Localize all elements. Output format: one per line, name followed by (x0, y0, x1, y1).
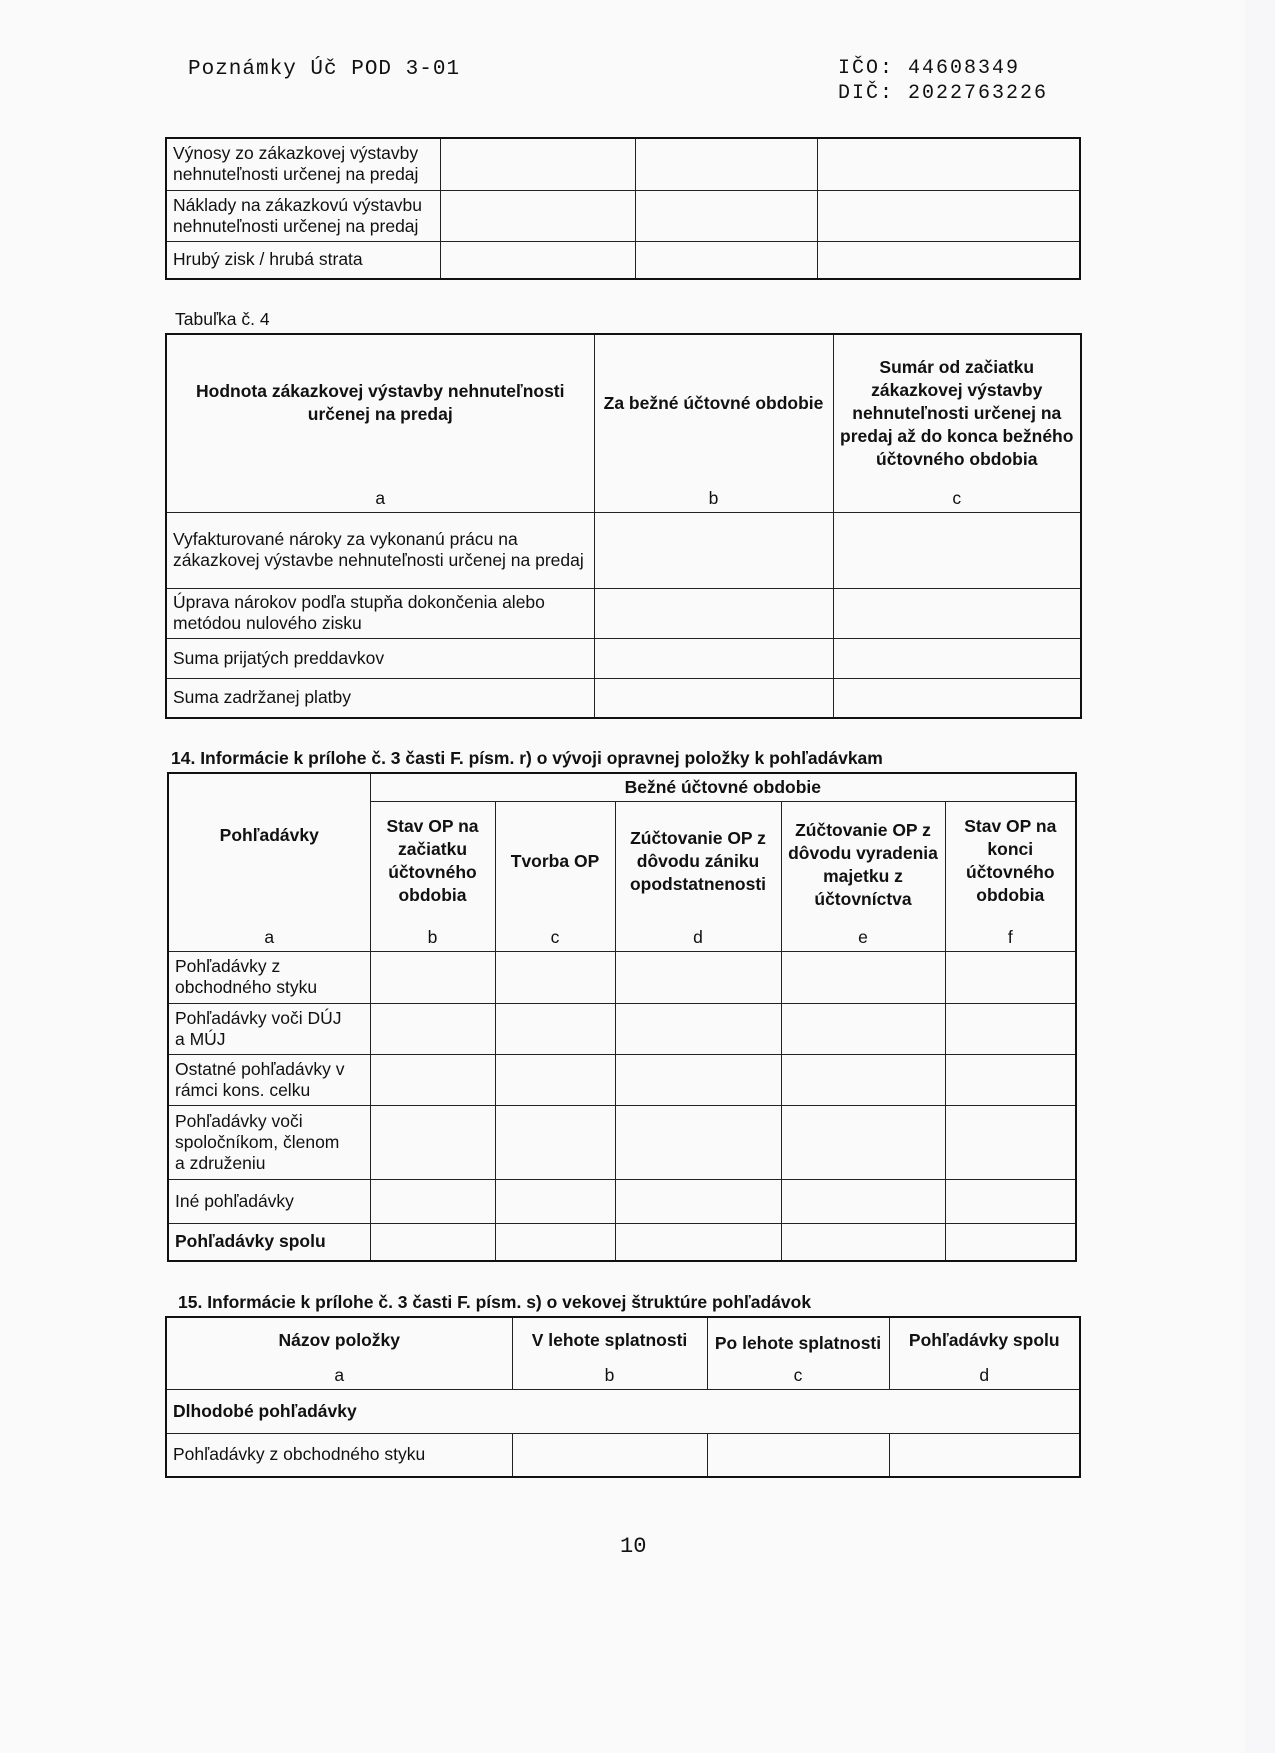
table-row (168, 1179, 1076, 1223)
column-letter: c (550, 926, 560, 947)
value-cell[interactable] (594, 512, 833, 588)
column-header-label: Za bežné účtovné obdobie (603, 392, 824, 413)
value-cell[interactable] (945, 1003, 1076, 1054)
value-cell[interactable] (594, 638, 833, 678)
page-number: 10 (620, 1534, 647, 1559)
value-cell[interactable] (440, 138, 635, 190)
value-cell[interactable] (495, 1179, 615, 1223)
value-cell[interactable] (635, 241, 817, 279)
table-header-row (166, 1317, 1080, 1389)
value-cell[interactable] (370, 1105, 495, 1179)
row-label: Úprava nárokov podľa stupňa dokončenia alebo metódou nulového zisku (166, 588, 594, 638)
value-cell[interactable] (781, 1179, 945, 1223)
value-cell[interactable] (817, 241, 1080, 279)
column-header-label: Pohľadávky (219, 824, 319, 845)
value-cell[interactable] (945, 951, 1076, 1003)
value-cell[interactable] (615, 1003, 781, 1054)
value-cell[interactable] (615, 951, 781, 1003)
value-cell[interactable] (495, 951, 615, 1003)
column-header-label: Pohľadávky spolu (908, 1329, 1060, 1350)
table-row (166, 138, 1080, 190)
column-header-label: Sumár od začiatku zákazkovej výstavby nehnuteľnosti určenej na predaj až do konca bežného účtovného obdobia (840, 356, 1074, 469)
column-header-label: Tvorba OP (510, 850, 600, 871)
table-header-row (166, 334, 1081, 512)
value-cell[interactable] (512, 1433, 707, 1477)
table-total-row (168, 1223, 1076, 1261)
row-label: Suma prijatých preddavkov (166, 638, 594, 678)
table-4-caption: Tabuľka č. 4 (175, 309, 270, 329)
value-cell[interactable] (615, 1105, 781, 1179)
column-header (833, 334, 1081, 512)
section-15-title: 15. Informácie k prílohe č. 3 časti F. písm. s) o vekovej štruktúre pohľadávok (178, 1292, 812, 1312)
column-letter: b (427, 926, 438, 947)
row-label: Pohľadávky voči DÚJ a MÚJ (168, 1003, 370, 1054)
column-letter: f (1007, 926, 1013, 947)
table-row (166, 190, 1080, 241)
value-cell[interactable] (370, 1003, 495, 1054)
column-letter: d (693, 926, 703, 947)
value-cell[interactable] (370, 1054, 495, 1105)
row-label: Pohľadávky voči spoločníkom, členom a združeniu (168, 1105, 370, 1179)
value-cell[interactable] (833, 638, 1081, 678)
column-letter: c (793, 1364, 803, 1385)
total-label: Pohľadávky spolu (168, 1223, 370, 1261)
column-header (166, 1317, 512, 1389)
value-cell[interactable] (615, 1179, 781, 1223)
column-header (168, 773, 370, 951)
value-cell[interactable] (945, 1105, 1076, 1179)
column-header-label: Názov položky (278, 1329, 401, 1350)
table-row (168, 1003, 1076, 1054)
table-header-row (168, 773, 1076, 801)
table-row (168, 1054, 1076, 1105)
column-header (370, 801, 495, 951)
column-header-label: Zúčtovanie OP z dôvodu zániku opodstatnenosti (629, 827, 767, 894)
value-cell[interactable] (781, 1003, 945, 1054)
column-letter: a (375, 487, 386, 508)
column-header (495, 801, 615, 951)
row-label: Iné pohľadávky (168, 1179, 370, 1223)
value-cell[interactable] (781, 951, 945, 1003)
table-row (166, 512, 1081, 588)
table-row (166, 678, 1081, 718)
column-header (512, 1317, 707, 1389)
column-header (615, 801, 781, 951)
value-cell[interactable] (370, 1179, 495, 1223)
value-cell[interactable] (495, 1223, 615, 1261)
value-cell[interactable] (440, 241, 635, 279)
column-letter: a (264, 926, 275, 947)
section-14-title: 14. Informácie k prílohe č. 3 časti F. písm. r) o vývoji opravnej položky k pohľadávkam (171, 748, 883, 768)
table-14 (167, 772, 1077, 1262)
column-header-label: V lehote splatnosti (531, 1329, 688, 1350)
table-3 (165, 137, 1081, 280)
column-letter: d (979, 1364, 990, 1385)
column-header-label: Zúčtovanie OP z dôvodu vyradenia majetku z účtovníctva (788, 820, 938, 909)
value-cell[interactable] (594, 678, 833, 718)
row-label: Výnosy zo zákazkovej výstavby nehnuteľnosti určenej na predaj (166, 138, 440, 190)
value-cell[interactable] (817, 138, 1080, 190)
row-label: Pohľadávky z obchodného styku (166, 1433, 512, 1477)
row-label: Hrubý zisk / hrubá strata (166, 241, 440, 279)
column-header (166, 334, 594, 512)
column-header-label: Hodnota zákazkovej výstavby nehnuteľnosti určenej na predaj (196, 381, 565, 425)
column-header (594, 334, 833, 512)
value-cell[interactable] (945, 1223, 1076, 1261)
value-cell[interactable] (615, 1223, 781, 1261)
value-cell[interactable] (945, 1054, 1076, 1105)
value-cell[interactable] (781, 1054, 945, 1105)
row-label: Dlhodobé pohľadávky (166, 1389, 1080, 1433)
column-header-label: Stav OP na začiatku účtovného obdobia (386, 816, 479, 905)
value-cell[interactable] (833, 588, 1081, 638)
row-label: Náklady na zákazkovú výstavbu nehnuteľnosti určenej na predaj (166, 190, 440, 241)
table-row (166, 638, 1081, 678)
value-cell[interactable] (781, 1105, 945, 1179)
column-letter: e (858, 926, 868, 947)
value-cell[interactable] (615, 1054, 781, 1105)
table-row (168, 1105, 1076, 1179)
value-cell[interactable] (817, 190, 1080, 241)
row-label: Ostatné pohľadávky v rámci kons. celku (168, 1054, 370, 1105)
value-cell[interactable] (635, 190, 817, 241)
column-letter: a (334, 1364, 345, 1385)
column-header-label: Po lehote splatnosti (714, 1332, 882, 1353)
value-cell[interactable] (440, 190, 635, 241)
dic-number: DIČ: 2022763226 (838, 82, 1049, 105)
table-row (168, 951, 1076, 1003)
column-header (945, 801, 1076, 951)
value-cell[interactable] (370, 951, 495, 1003)
column-letter: b (604, 1364, 615, 1385)
column-header-label: Stav OP na konci účtovného obdobia (964, 816, 1057, 905)
column-header (889, 1317, 1080, 1389)
period-header: Bežné účtovné obdobie (370, 773, 1076, 801)
row-label: Vyfakturované nároky za vykonanú prácu na zákazkovej výstavbe nehnuteľnosti určenej na predaj (166, 512, 594, 588)
value-cell[interactable] (833, 678, 1081, 718)
row-label: Suma zadržanej platby (166, 678, 594, 718)
table-row (166, 588, 1081, 638)
value-cell[interactable] (707, 1433, 889, 1477)
value-cell[interactable] (495, 1003, 615, 1054)
value-cell[interactable] (594, 588, 833, 638)
company-ids (838, 56, 1048, 106)
table-row (166, 1433, 1080, 1477)
ico-number: IČO: 44608349 (838, 57, 1021, 80)
value-cell[interactable] (781, 1223, 945, 1261)
row-label: Pohľadávky z obchodného styku (168, 951, 370, 1003)
value-cell[interactable] (635, 138, 817, 190)
column-letter: b (708, 487, 719, 508)
document-header-title: Poznámky Úč POD 3-01 (188, 58, 461, 81)
column-header (707, 1317, 889, 1389)
value-cell[interactable] (889, 1433, 1080, 1477)
value-cell[interactable] (495, 1054, 615, 1105)
table-15 (165, 1316, 1081, 1478)
value-cell[interactable] (370, 1223, 495, 1261)
value-cell[interactable] (495, 1105, 615, 1179)
table-row (166, 1389, 1080, 1433)
value-cell[interactable] (945, 1179, 1076, 1223)
value-cell[interactable] (833, 512, 1081, 588)
table-row (166, 241, 1080, 279)
table-4 (165, 333, 1082, 719)
column-header (781, 801, 945, 951)
column-letter: c (952, 487, 962, 508)
